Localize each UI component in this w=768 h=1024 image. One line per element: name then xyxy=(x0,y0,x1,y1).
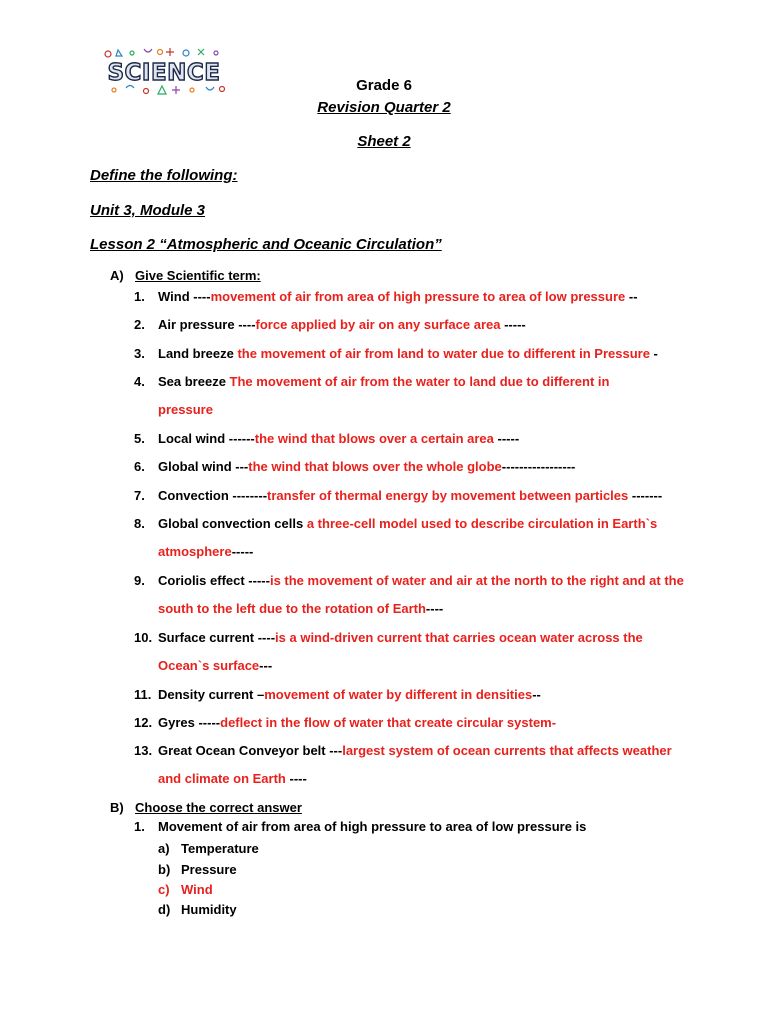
term-tail: ------- xyxy=(628,488,663,503)
item-number: 9. xyxy=(134,573,145,588)
item-number: 13. xyxy=(134,743,153,758)
term-label: Global wind --- xyxy=(158,459,249,474)
option-a xyxy=(158,841,259,856)
term-label: Global convection cells xyxy=(158,516,307,531)
revision-heading: Revision Quarter 2 xyxy=(317,99,451,116)
option-letter: b) xyxy=(158,862,171,877)
term-item xyxy=(134,567,694,624)
term-tail: ---- xyxy=(285,771,307,787)
option-letter: c) xyxy=(158,882,170,897)
term-answer: the wind that blows over a certain area xyxy=(254,431,494,446)
term-label: Surface current ---- xyxy=(158,630,276,645)
item-number: 2. xyxy=(134,317,145,332)
term-tail: ---- xyxy=(425,601,444,617)
option-d xyxy=(158,902,237,917)
term-label: Local wind ------ xyxy=(158,431,255,446)
option-text: Pressure xyxy=(181,862,237,877)
term-answer: is the movement of water and air at the north to the right and at the south to the left due to the rotation of Earth xyxy=(158,573,684,617)
term-label: Land breeze xyxy=(158,346,238,361)
lesson-heading: Lesson 2 “Atmospheric and Oceanic Circulation” xyxy=(90,236,442,253)
term-item xyxy=(134,368,634,425)
item-number: 1. xyxy=(134,289,145,304)
section-b-title: Choose the correct answer xyxy=(135,800,302,815)
term-answer: a three-cell model used to describe circulation in Earth`s atmosphere xyxy=(158,516,658,560)
unit-heading: Unit 3, Module 3 xyxy=(90,202,206,219)
term-answer: The movement of air from the water to land due to different in pressure xyxy=(158,374,610,418)
term-tail: - xyxy=(649,346,658,361)
term-label: Great Ocean Conveyor belt --- xyxy=(158,743,343,758)
term-item xyxy=(134,482,694,510)
term-label: Density current – xyxy=(158,687,265,702)
section-a-header xyxy=(110,268,261,283)
term-tail: -- xyxy=(625,289,638,304)
section-a-marker: A) xyxy=(110,268,124,283)
term-label: Sea breeze xyxy=(158,374,230,389)
item-number: 3. xyxy=(134,346,145,361)
item-number: 5. xyxy=(134,431,145,446)
option-b xyxy=(158,862,237,877)
term-label: Wind ---- xyxy=(158,289,211,304)
sheet-heading: Sheet 2 xyxy=(357,133,411,150)
term-answer: the wind that blows over the whole globe xyxy=(248,459,502,474)
item-number: 6. xyxy=(134,459,145,474)
term-label: Convection -------- xyxy=(158,488,268,503)
question-text: Movement of air from area of high pressure to area of low pressure is xyxy=(158,819,587,834)
section-b-marker: B) xyxy=(110,800,124,815)
term-answer: movement of air from area of high pressure to area of low pressure xyxy=(210,289,626,304)
item-number: 10. xyxy=(134,630,153,645)
term-item xyxy=(134,681,694,709)
term-label: Air pressure ---- xyxy=(158,317,256,332)
question-number: 1. xyxy=(134,819,145,834)
section-a-title: Give Scientific term: xyxy=(135,268,261,283)
term-label: Gyres ----- xyxy=(158,715,221,730)
term-answer: deflect in the flow of water that create circular system- xyxy=(220,715,557,730)
term-answer: force applied by air on any surface area xyxy=(255,317,501,332)
term-answer: largest system of ocean currents that affects weather and climate on Earth xyxy=(158,743,672,787)
option-letter: d) xyxy=(158,902,171,917)
define-heading: Define the following: xyxy=(90,167,238,184)
term-tail: --- xyxy=(259,658,273,674)
term-item xyxy=(134,283,694,311)
term-item xyxy=(134,510,674,567)
option-text: Humidity xyxy=(181,902,237,917)
term-item xyxy=(134,453,694,481)
item-number: 12. xyxy=(134,715,153,730)
option-text: Wind xyxy=(181,882,213,897)
grade-heading: Grade 6 xyxy=(356,77,412,94)
term-tail: ----- xyxy=(231,544,254,560)
term-item xyxy=(134,340,694,368)
term-answer: transfer of thermal energy by movement between particles xyxy=(267,488,629,503)
term-item xyxy=(134,737,694,794)
option-letter: a) xyxy=(158,841,170,856)
term-tail: -- xyxy=(532,687,541,702)
term-item xyxy=(134,311,694,339)
term-answer: movement of water by different in densities xyxy=(264,687,533,702)
section-b-header xyxy=(110,800,302,815)
term-item xyxy=(134,624,674,681)
term-item xyxy=(134,425,694,453)
term-tail: ----- xyxy=(500,317,526,332)
logo-text: SCIENCE xyxy=(107,60,221,86)
item-number: 4. xyxy=(134,374,145,389)
term-tail: ----- xyxy=(493,431,520,446)
mcq-question xyxy=(134,815,694,839)
term-tail: ----------------- xyxy=(501,459,576,474)
option-text: Temperature xyxy=(181,841,259,856)
item-number: 8. xyxy=(134,516,145,531)
item-number: 7. xyxy=(134,488,145,503)
term-answer: is a wind-driven current that carries ocean water across the Ocean`s surface xyxy=(158,630,643,674)
term-item xyxy=(134,709,694,737)
option-c-correct xyxy=(158,882,213,897)
item-number: 11. xyxy=(134,687,152,702)
term-answer: the movement of air from land to water due to different in Pressure xyxy=(237,346,650,361)
term-label: Coriolis effect ----- xyxy=(158,573,270,588)
